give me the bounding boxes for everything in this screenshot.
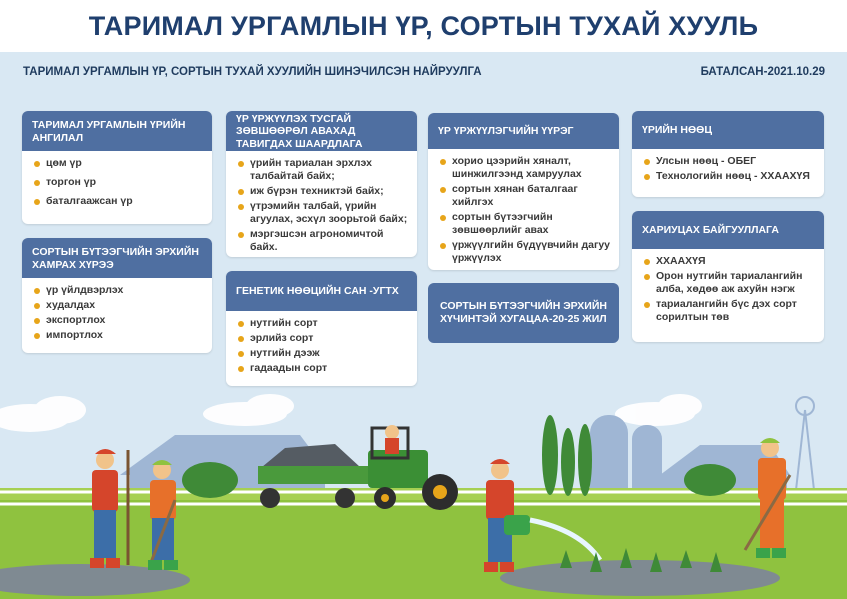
card-body <box>22 151 212 214</box>
list-item: сортын хянан баталгааг хийлгэх <box>440 183 611 209</box>
farm-illustration <box>0 380 847 599</box>
card-title: СОРТЫН БҮТЭЭГЧИЙН ЭРХИЙН ХАМРАХ ХҮРЭЭ <box>22 238 212 278</box>
list-item: хорио цээрийн хяналт, шинжилгээнд хамруулах <box>440 155 611 181</box>
card-body <box>428 149 619 270</box>
title-bar <box>0 0 847 52</box>
list-item: цөм үр <box>34 157 204 170</box>
card-license-requirements <box>226 111 417 257</box>
list-item: нутгийн дээж <box>238 347 409 360</box>
card-title: ГЕНЕТИК НӨӨЦИЙН САН -УГТХ <box>226 271 417 311</box>
list-item: иж бүрэн техниктэй байх; <box>238 185 409 198</box>
list-item: экспортлох <box>34 314 204 327</box>
list-item: Орон нутгийн тариалангийн алба, хөдөө аж ахуйн нэгж <box>644 270 816 296</box>
card-genetic-fund <box>226 271 417 386</box>
card-responsible-organizations <box>632 211 824 342</box>
card-body <box>632 149 824 189</box>
list-item: гадаадын сорт <box>238 362 409 375</box>
list-item: Улсын нөөц - ОБЕГ <box>644 155 816 168</box>
subtitle: ТАРИМАЛ УРГАМЛЫН ҮР, СОРТЫН ТУХАЙ ХУУЛИЙН ШИНЭЧИЛСЭН НАЙРУУЛГА <box>23 66 482 78</box>
list-item: импортлох <box>34 329 204 342</box>
list-item: ХХААХҮЯ <box>644 255 816 268</box>
list-item: сортын бүтээгчийн зөвшөөрлийг авах <box>440 211 611 237</box>
card-seed-reserve <box>632 111 824 197</box>
card-title: ҮР ҮРЖҮҮЛЭГЧИЙН ҮҮРЭГ <box>428 113 619 149</box>
list-item: үтрэмийн талбай, үрийн агуулах, эсхүл зоорьтой байх; <box>238 200 409 226</box>
list-item: худалдах <box>34 299 204 312</box>
card-title: ҮР ҮРЖҮҮЛЭХ ТУСГАЙ ЗӨВШӨӨРӨЛ АВАХАД ТАВИГДАХ ШААРДЛАГА <box>226 111 417 151</box>
list-item: Технологийн нөөц - ХХААХҮЯ <box>644 170 816 183</box>
card-title: ХАРИУЦАХ БАЙГУУЛЛАГА <box>632 211 824 249</box>
windmill-icon <box>796 397 814 490</box>
page-title: ТАРИМАЛ УРГАМЛЫН ҮР, СОРТЫН ТУХАЙ ХУУЛЬ <box>88 10 759 41</box>
list-item: үр үйлдвэрлэх <box>34 284 204 297</box>
list-item: үрийн тариалан эрхлэх талбайтай байх; <box>238 157 409 183</box>
list-item: үржүүлгийн бүдүүвчийн дагуу үржүүлэх <box>440 239 611 265</box>
list-item: мэргэшсэн агрономичтой байх. <box>238 228 409 254</box>
card-body <box>632 249 824 330</box>
card-breeder-duties <box>428 113 619 270</box>
card-rights-duration: СОРТЫН БҮТЭЭГЧИЙН ЭРХИЙН ХҮЧИНТЭЙ ХУГАЦАА-20-25 ЖИЛ <box>428 283 619 343</box>
card-title: ҮРИЙН НӨӨЦ <box>632 111 824 149</box>
card-body <box>226 311 417 381</box>
card-breeder-rights <box>22 238 212 353</box>
card-title: ТАРИМАЛ УРГАМЛЫН ҮРИЙН АНГИЛАЛ <box>22 111 212 151</box>
card-body <box>226 151 417 257</box>
approval-date: БАТАЛСАН-2021.10.29 <box>700 66 825 78</box>
list-item: нутгийн сорт <box>238 317 409 330</box>
card-seed-classification <box>22 111 212 224</box>
list-item: торгон үр <box>34 176 204 189</box>
list-item: эрлийз сорт <box>238 332 409 345</box>
list-item: баталгаажсан үр <box>34 195 204 208</box>
list-item: тариалангийн бүс дэх сорт сорилтын төв <box>644 298 816 324</box>
card-body <box>22 278 212 348</box>
